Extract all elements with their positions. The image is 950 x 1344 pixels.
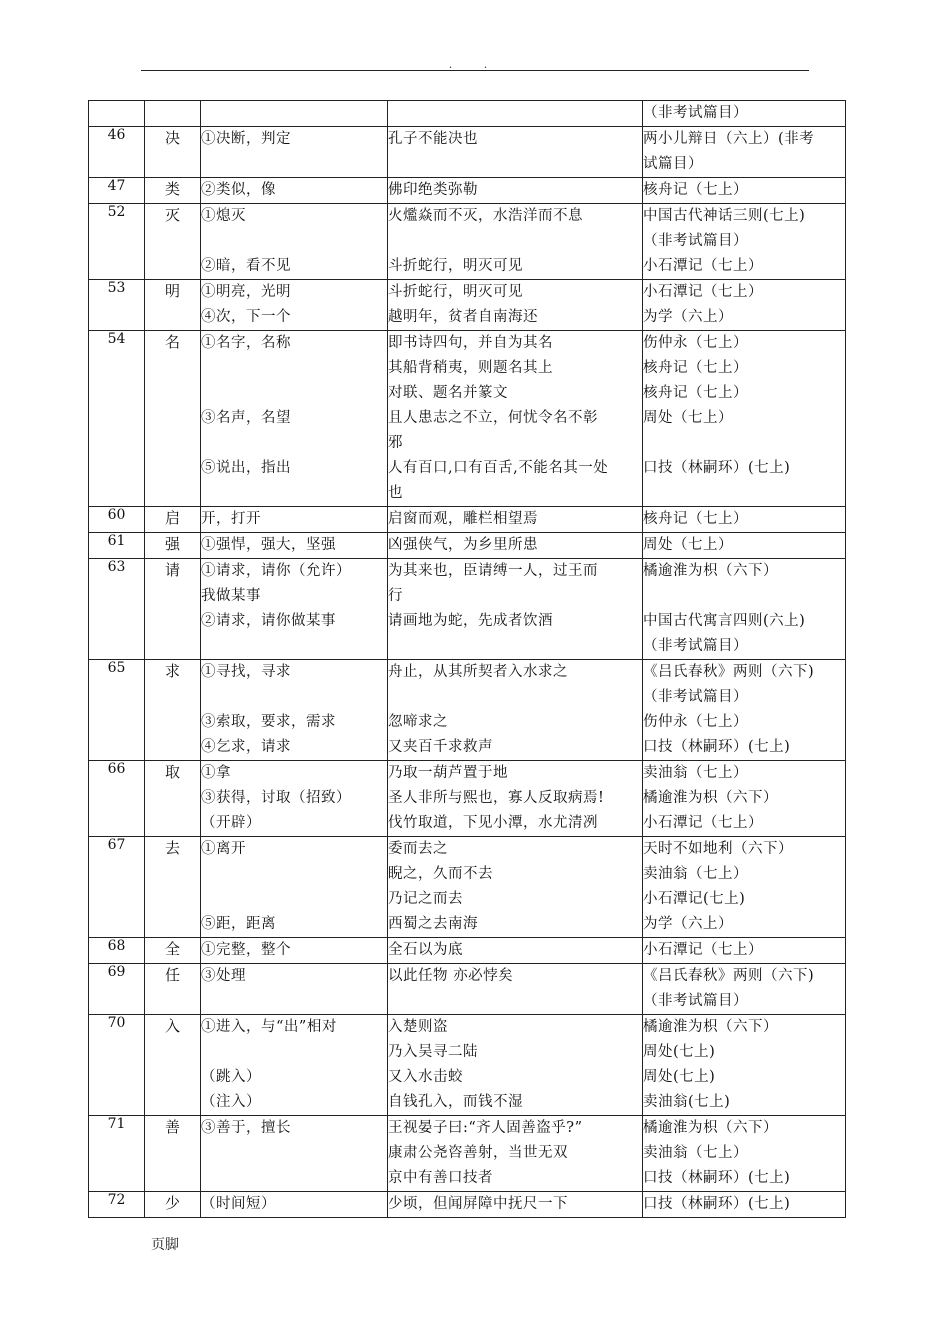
example-cell [388, 660, 643, 761]
entry-number: 46 [89, 127, 145, 178]
source-cell [643, 660, 846, 761]
example-line [388, 989, 642, 1014]
entry-character: 少 [145, 1192, 201, 1218]
meaning-line: ①请求，请你（允许） [201, 563, 351, 579]
example-line: 全石以为底 [388, 942, 463, 958]
source-line: 为学（六上） [643, 916, 733, 932]
source-line: 周处（七上） [643, 410, 733, 426]
example-line: 伐竹取道，下见小潭，水尤清冽 [388, 815, 598, 831]
entry-number: 69 [89, 964, 145, 1015]
source-cell [643, 204, 846, 280]
entry-number [89, 101, 145, 127]
table-row [89, 507, 846, 533]
meaning-line: ③索取，要求，需求 [201, 714, 336, 730]
entry-number: 53 [89, 280, 145, 331]
meaning-line: ①决断，判定 [201, 131, 291, 147]
example-line: 请画地为蛇，先成者饮酒 [388, 613, 553, 629]
source-cell [643, 1116, 846, 1192]
source-line: 核舟记（七上） [643, 360, 748, 376]
source-line: 口技（林嗣环）(七上) [643, 1170, 791, 1186]
source-line: 天时不如地利（六下） [643, 841, 793, 857]
meaning-cell [201, 507, 388, 533]
example-line [388, 229, 642, 254]
table-row [89, 178, 846, 204]
entry-character: 善 [145, 1116, 201, 1192]
source-line: 口技（林嗣环）(七上) [643, 739, 791, 755]
meaning-line: ③善于，擅长 [201, 1120, 291, 1136]
meaning-line [201, 634, 387, 659]
example-cell [388, 331, 643, 507]
entry-number: 71 [89, 1116, 145, 1192]
source-line: 核舟记（七上） [643, 385, 748, 401]
source-cell [643, 964, 846, 1015]
meaning-line: ①进入，与“出”相对 [201, 1019, 337, 1035]
entry-character: 名 [145, 331, 201, 507]
meaning-cell [201, 1116, 388, 1192]
meaning-line [201, 101, 387, 126]
source-line: 中国古代神话三则(七上) [643, 208, 806, 224]
entry-number: 63 [89, 559, 145, 660]
example-cell [388, 533, 643, 559]
source-line: 口技（林嗣环）(七上) [643, 460, 791, 476]
example-cell [388, 507, 643, 533]
example-cell [388, 127, 643, 178]
meaning-line: （注入） [201, 1094, 261, 1110]
table-row [89, 101, 846, 127]
example-line: 其船背稍夷，则题名其上 [388, 360, 553, 376]
source-line: 卖油翁（七上） [643, 765, 748, 781]
entry-character: 取 [145, 761, 201, 837]
source-line: 伤仲永（七上） [643, 335, 748, 351]
source-cell [643, 837, 846, 938]
table-body [89, 101, 846, 1218]
meaning-line: ①拿 [201, 765, 231, 781]
entry-character: 全 [145, 938, 201, 964]
example-line: 乃入吴寻二陆 [388, 1044, 478, 1060]
source-line: 中国古代寓言四则(六上) [643, 613, 806, 629]
entry-number: 60 [89, 507, 145, 533]
meaning-line: ⑤距，距离 [201, 916, 276, 932]
source-cell [643, 1192, 846, 1218]
source-line: 小石潭记（七上） [643, 942, 763, 958]
example-line: 斗折蛇行，明灭可见 [388, 284, 523, 300]
source-line: 周处(七上) [643, 1044, 716, 1060]
meaning-line: ①离开 [201, 841, 246, 857]
example-line: 自钱孔入，而钱不湿 [388, 1094, 523, 1110]
entry-character: 明 [145, 280, 201, 331]
example-line: 人有百口,口有百舌,不能名其一处 [388, 460, 609, 476]
meaning-line [201, 229, 387, 254]
meaning-cell [201, 964, 388, 1015]
meaning-line: ①名字，名称 [201, 335, 291, 351]
example-line: 乃记之而去 [388, 891, 463, 907]
example-line: 也 [388, 485, 403, 501]
source-line [643, 584, 845, 609]
example-line: 佛印绝类弥勒 [388, 182, 478, 198]
meaning-line [201, 685, 387, 710]
meaning-line [201, 887, 387, 912]
example-line: 睨之，久而不去 [388, 866, 493, 882]
example-cell [388, 761, 643, 837]
entry-character: 去 [145, 837, 201, 938]
example-line: 京中有善口技者 [388, 1170, 493, 1186]
source-line: 小石潭记(七上) [643, 891, 746, 907]
source-line [643, 481, 845, 506]
entry-number: 52 [89, 204, 145, 280]
example-line: 忽啼求之 [388, 714, 448, 730]
meaning-cell [201, 761, 388, 837]
source-line: 核舟记（七上） [643, 511, 748, 527]
source-line: 伤仲永（七上） [643, 714, 748, 730]
source-line: （非考试篇目） [643, 233, 748, 249]
table-row [89, 331, 846, 507]
example-line: 越明年，贫者自南海还 [388, 309, 538, 325]
example-line: 邪 [388, 435, 403, 451]
example-cell [388, 101, 643, 127]
meaning-line: ④乞求，请求 [201, 739, 291, 755]
example-line: 对联、题名并篆文 [388, 385, 508, 401]
source-line: 为学（六上） [643, 309, 733, 325]
source-line: 口技（林嗣环）(七上) [643, 1196, 791, 1212]
meaning-cell [201, 101, 388, 127]
meaning-line: ③处理 [201, 968, 246, 984]
meaning-line: ②请求，请你做某事 [201, 613, 336, 629]
meaning-line [201, 431, 387, 456]
source-cell [643, 938, 846, 964]
source-line: 橘逾淮为枳（六下） [643, 563, 778, 579]
example-line: 王视晏子曰:“齐人固善盗乎?” [388, 1120, 583, 1136]
entry-character: 强 [145, 533, 201, 559]
source-cell [643, 761, 846, 837]
meaning-line: ⑤说出，指出 [201, 460, 291, 476]
meaning-cell [201, 1192, 388, 1218]
example-line [388, 152, 642, 177]
example-line [388, 101, 642, 126]
source-cell [643, 280, 846, 331]
source-line: 周处（七上） [643, 537, 733, 553]
meaning-line: ①强悍，强大，坚强 [201, 537, 336, 553]
source-line: （非考试篇目） [643, 689, 748, 705]
entry-character [145, 101, 201, 127]
source-cell [643, 559, 846, 660]
meaning-line: （时间短） [201, 1196, 276, 1212]
source-line: 卖油翁（七上） [643, 1145, 748, 1161]
entry-character: 请 [145, 559, 201, 660]
example-line: 即书诗四句，并自为其名 [388, 335, 553, 351]
table-row [89, 761, 846, 837]
source-line: （非考试篇目） [643, 993, 748, 1009]
source-line [643, 431, 845, 456]
meaning-cell [201, 1015, 388, 1116]
example-line: 又夹百千求救声 [388, 739, 493, 755]
entry-character: 决 [145, 127, 201, 178]
example-cell [388, 178, 643, 204]
meaning-cell [201, 533, 388, 559]
table-row [89, 533, 846, 559]
meaning-line: ③名声，名望 [201, 410, 291, 426]
source-line: 卖油翁（七上） [643, 866, 748, 882]
meaning-line: ①明亮，光明 [201, 284, 291, 300]
source-cell [643, 331, 846, 507]
meaning-cell [201, 938, 388, 964]
source-line: （非考试篇目） [643, 105, 748, 121]
meaning-line [201, 862, 387, 887]
meaning-line [201, 989, 387, 1014]
entry-number: 47 [89, 178, 145, 204]
example-cell [388, 204, 643, 280]
entry-number: 72 [89, 1192, 145, 1218]
example-line: 行 [388, 588, 403, 604]
source-line: 卖油翁(七上) [643, 1094, 731, 1110]
example-cell [388, 559, 643, 660]
source-line: 小石潭记（七上） [643, 258, 763, 274]
meaning-cell [201, 331, 388, 507]
example-line: 且人患志之不立，何忧令名不彰 [388, 410, 598, 426]
table-row [89, 559, 846, 660]
meaning-line: ①完整，整个 [201, 942, 291, 958]
meaning-cell [201, 559, 388, 660]
source-line: 核舟记（七上） [643, 182, 748, 198]
entry-character: 求 [145, 660, 201, 761]
source-line: 两小儿辩日（六上）(非考 [643, 131, 815, 147]
meaning-line: 我做某事 [201, 588, 261, 604]
source-line: （非考试篇目） [643, 638, 748, 654]
header-rule [141, 70, 809, 71]
meaning-line [201, 152, 387, 177]
meaning-cell [201, 660, 388, 761]
example-line: 西蜀之去南海 [388, 916, 478, 932]
entry-number: 65 [89, 660, 145, 761]
example-line: 圣人非所与熙也，寡人反取病焉! [388, 790, 605, 806]
example-line: 委而去之 [388, 841, 448, 857]
meaning-line: （跳入） [201, 1069, 261, 1085]
entry-number: 66 [89, 761, 145, 837]
source-line: 试篇目） [643, 156, 703, 172]
example-line: 孔子不能决也 [388, 131, 478, 147]
example-line [388, 634, 642, 659]
example-line: 为其来也，臣请缚一人，过王而 [388, 563, 598, 579]
example-cell [388, 964, 643, 1015]
meaning-cell [201, 204, 388, 280]
meaning-cell [201, 127, 388, 178]
table-row [89, 964, 846, 1015]
source-cell [643, 507, 846, 533]
table-row [89, 837, 846, 938]
source-cell [643, 533, 846, 559]
meaning-line [201, 1166, 387, 1191]
example-line [388, 685, 642, 710]
meaning-line: （开辟） [201, 815, 261, 831]
source-cell [643, 127, 846, 178]
table-row [89, 280, 846, 331]
example-line: 少顷，但闻屏障中抚尺一下 [388, 1196, 568, 1212]
source-line: 小石潭记（七上） [643, 815, 763, 831]
example-line: 凶强侠气，为乡里所患 [388, 537, 538, 553]
entry-character: 入 [145, 1015, 201, 1116]
example-cell [388, 1192, 643, 1218]
table-row [89, 1192, 846, 1218]
table-row [89, 1015, 846, 1116]
meaning-line: ①寻找，寻求 [201, 664, 291, 680]
meaning-line [201, 1141, 387, 1166]
example-line: 启窗而观，雕栏相望焉 [388, 511, 538, 527]
page-footer: 页脚 [151, 1237, 179, 1253]
meaning-line: ④次，下一个 [201, 309, 291, 325]
example-line: 又入水击蛟 [388, 1069, 463, 1085]
table-row [89, 204, 846, 280]
source-line: 周处(七上) [643, 1069, 716, 1085]
meaning-line: 开，打开 [201, 511, 261, 527]
meaning-line [201, 381, 387, 406]
meaning-line [201, 481, 387, 506]
vocabulary-table [88, 100, 846, 1218]
entry-number: 68 [89, 938, 145, 964]
table-row [89, 127, 846, 178]
example-line: 入楚则盗 [388, 1019, 448, 1035]
source-cell [643, 1015, 846, 1116]
meaning-line [201, 356, 387, 381]
example-cell [388, 1015, 643, 1116]
entry-character: 灭 [145, 204, 201, 280]
entry-character: 启 [145, 507, 201, 533]
example-line: 乃取一葫芦置于地 [388, 765, 508, 781]
source-cell [643, 178, 846, 204]
source-line: 橘逾淮为枳（六下） [643, 1120, 778, 1136]
source-line: 小石潭记（七上） [643, 284, 763, 300]
table-row [89, 660, 846, 761]
meaning-line [201, 1040, 387, 1065]
source-line: 《吕氏春秋》两则（六下) [643, 968, 815, 984]
meaning-line: ③获得，讨取（招致） [201, 790, 351, 806]
header-dots: . . [448, 58, 502, 71]
source-line: 橘逾淮为枳（六下） [643, 1019, 778, 1035]
meaning-line: ①熄灭 [201, 208, 246, 224]
entry-character: 任 [145, 964, 201, 1015]
example-line: 火爁焱而不灭，水浩洋而不息 [388, 208, 583, 224]
source-line: 橘逾淮为枳（六下） [643, 790, 778, 806]
meaning-line: ②暗，看不见 [201, 258, 291, 274]
example-cell [388, 938, 643, 964]
entry-number: 61 [89, 533, 145, 559]
entry-character: 类 [145, 178, 201, 204]
example-cell [388, 1116, 643, 1192]
source-line: 《吕氏春秋》两则（六下) [643, 664, 815, 680]
table-row [89, 1116, 846, 1192]
example-line: 康肃公尧咨善射，当世无双 [388, 1145, 568, 1161]
meaning-cell [201, 837, 388, 938]
example-cell [388, 837, 643, 938]
entry-number: 54 [89, 331, 145, 507]
example-cell [388, 280, 643, 331]
meaning-cell [201, 280, 388, 331]
example-line: 以此任物 亦必悖矣 [388, 968, 514, 984]
meaning-cell [201, 178, 388, 204]
source-cell [643, 101, 846, 127]
meaning-line: ②类似，像 [201, 182, 276, 198]
entry-number: 70 [89, 1015, 145, 1116]
example-line: 舟止，从其所契者入水求之 [388, 664, 568, 680]
entry-number: 67 [89, 837, 145, 938]
example-line: 斗折蛇行，明灭可见 [388, 258, 523, 274]
table-row [89, 938, 846, 964]
